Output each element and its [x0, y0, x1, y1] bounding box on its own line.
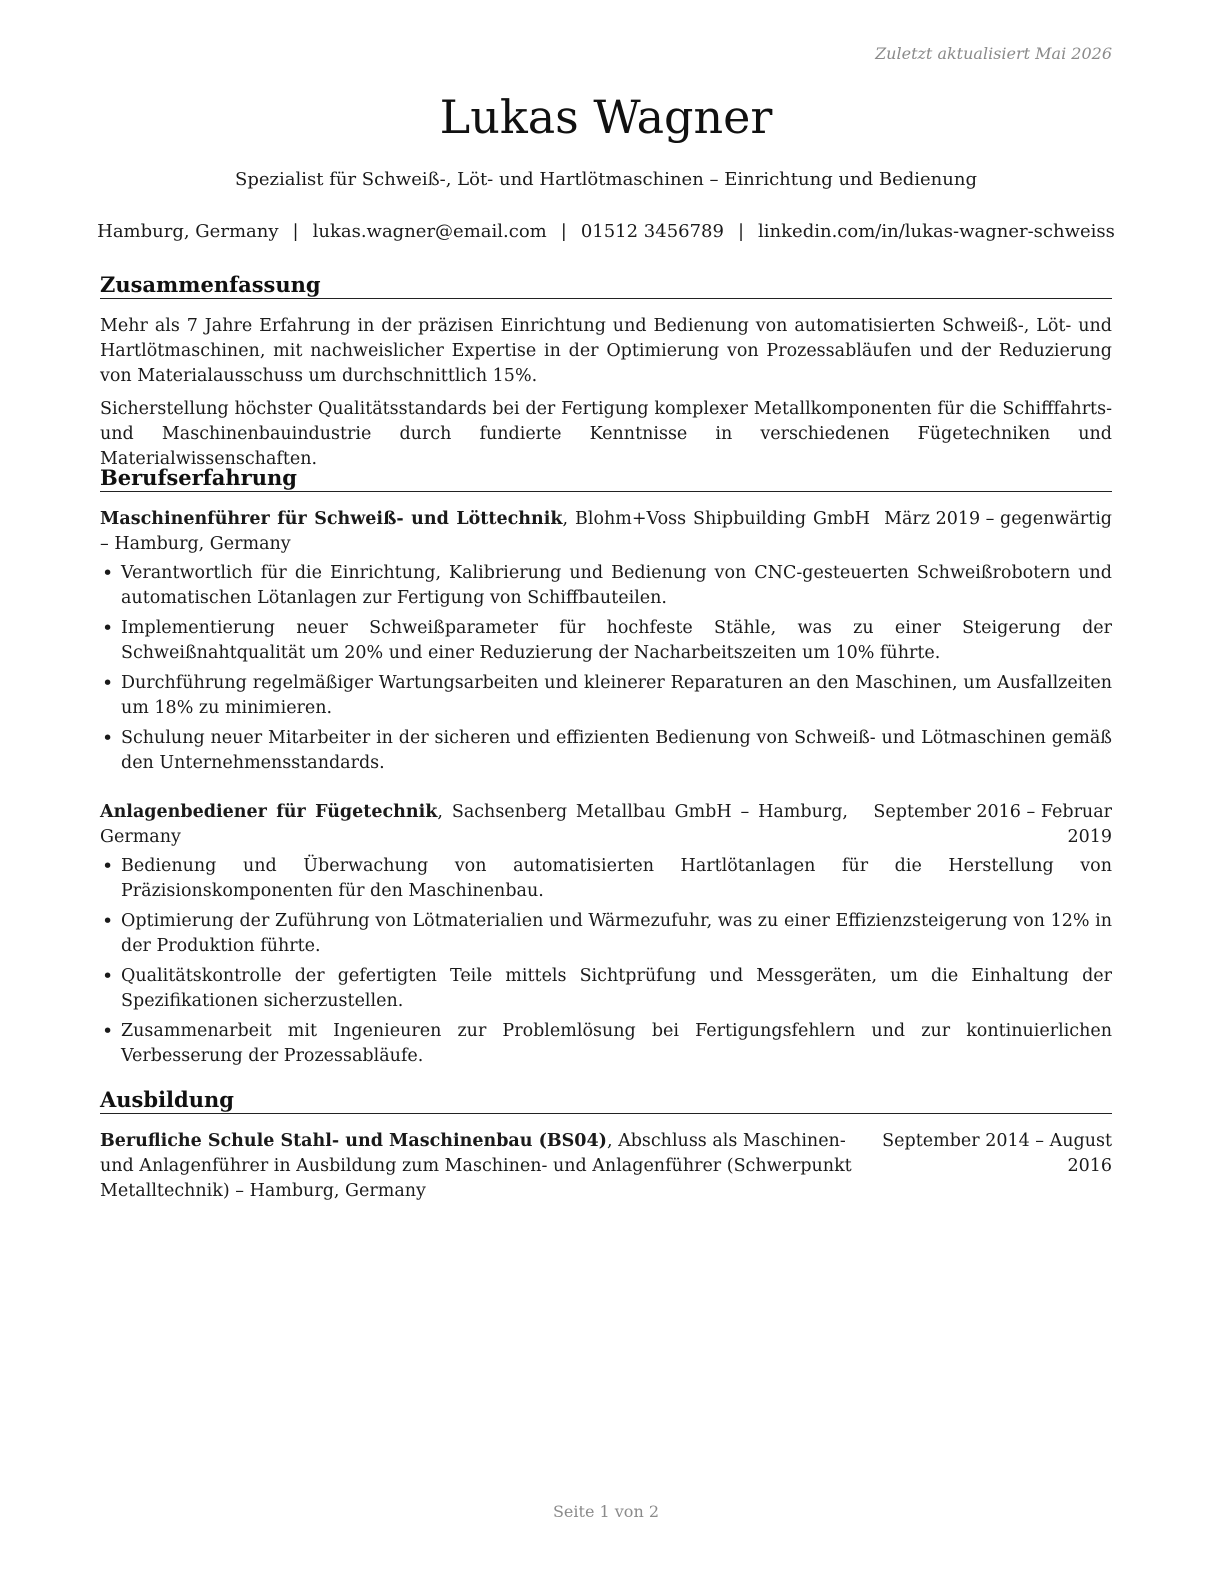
job-company: , Blohm+Voss Shipbuilding GmbH – Hamburg, Germany [100, 509, 871, 554]
job-header [100, 507, 1112, 557]
page-number: Seite 1 von 2 [552, 1502, 660, 1521]
job-entry [100, 800, 1112, 1074]
summary-paragraph: Mehr als 7 Jahre Erfahrung in der präzisen Einrichtung und Bedienung von automatisierten Schweiß-, Löt- und Hartlötmaschinen, mit nachweislicher Expertise in der Optimierung von Prozessabläufen und der Reduzierung von Materialausschuss um durchschnittlich 15%. [100, 316, 1112, 386]
job-role: Maschinenführer für Schweiß- und Löttechnik [100, 509, 563, 529]
education-dates: September 2014 – August 2016 [882, 1131, 1112, 1176]
job-bullets [100, 854, 1112, 1069]
job-entry [100, 507, 1112, 781]
list-item: • Qualitätskontrolle der gefertigten Teile mittels Sichtprüfung und Messgeräten, um die Einhaltung der Spezifikationen sicherzustellen. [100, 964, 1112, 1014]
job-dates: März 2019 – gegenwärtig [884, 509, 1112, 529]
contact-email[interactable]: lukas.wagner@email.com [312, 221, 547, 242]
last-updated-note: Zuletzt aktualisiert Mai 2026 [875, 44, 1112, 63]
list-item: • Optimierung der Zuführung von Lötmaterialien und Wärmezufuhr, was zu einer Effizienzsteigerung von 12% in der Produktion führte. [100, 909, 1112, 959]
contact-separator: | [292, 221, 299, 242]
job-dates: September 2016 – Februar 2019 [873, 802, 1112, 847]
candidate-headline: Spezialist für Schweiß-, Löt- und Hartlötmaschinen – Einrichtung und Bedienung [235, 169, 977, 190]
education-entry [100, 1129, 1112, 1204]
list-item: • Implementierung neuer Schweißparameter für hochfeste Stähle, was zu einer Steigerung der Schweißnahtqualität um 20% und einer Reduzierung der Nacharbeitszeiten um 10% führte. [100, 616, 1112, 666]
section-title-experience: Berufserfahrung [100, 465, 1112, 492]
list-item: • Schulung neuer Mitarbeiter in der sicheren und effizienten Bedienung von Schweiß- und Lötmaschinen gemäß den Unternehmensstandards. [100, 726, 1112, 776]
list-item: • Verantwortlich für die Einrichtung, Kalibrierung und Bedienung von CNC-gesteuerten Schweißrobotern und automatischen Lötanlagen zur Fertigung von Schiffbauteilen. [100, 561, 1112, 611]
education-header [100, 1129, 1112, 1204]
section-title-education: Ausbildung [100, 1087, 1112, 1114]
list-item: • Durchführung regelmäßiger Wartungsarbeiten und kleinerer Reparaturen an den Maschinen, um Ausfallzeiten um 18% zu minimieren. [100, 671, 1112, 721]
contact-separator: | [737, 221, 745, 242]
list-item: • Zusammenarbeit mit Ingenieuren zur Problemlösung bei Fertigungsfehlern und zur kontinuierlichen Verbesserung der Prozessabläufe. [100, 1019, 1112, 1069]
job-role: Anlagenbediener für Fügetechnik [100, 802, 438, 822]
education-detail: , Abschluss als Maschinen- und Anlagenführer in Ausbildung zum Maschinen- und Anlagenführer (Schwerpunkt Metalltechnik) – Hamburg, Germany [100, 1131, 852, 1201]
summary-section [100, 314, 1112, 480]
education-title-line [100, 1129, 866, 1204]
job-company: , Sachsenberg Metallbau GmbH – Hamburg, Germany [100, 802, 848, 847]
contact-location: Hamburg, Germany [97, 221, 279, 242]
summary-paragraph: Sicherstellung höchster Qualitätsstandards bei der Fertigung komplexer Metallkomponenten für die Schifffahrts- und Maschinenbauindustrie durch fundierte Kenntnisse in verschiedenen Fügetechniken und Materialwissenschaften. [100, 399, 1112, 469]
resume-page [97, 0, 1115, 1584]
list-item: • Bedienung und Überwachung von automatisierten Hartlötanlagen für die Herstellung von Präzisionskomponenten für den Maschinenbau. [100, 854, 1112, 904]
education-school: Berufliche Schule Stahl- und Maschinenbau (BS04) [100, 1131, 607, 1151]
job-header [100, 800, 1112, 850]
section-title-summary: Zusammenfassung [100, 272, 1112, 299]
candidate-name: Lukas Wagner [439, 90, 773, 144]
job-bullets [100, 561, 1112, 776]
contact-phone[interactable]: 01512 3456789 [580, 221, 724, 242]
job-title-line [100, 507, 870, 557]
contact-separator: | [560, 221, 567, 242]
contact-line [80, 219, 1132, 245]
contact-linkedin[interactable]: linkedin.com/in/lukas-wagner-schweiss [758, 221, 1115, 242]
job-title-line [100, 800, 848, 850]
